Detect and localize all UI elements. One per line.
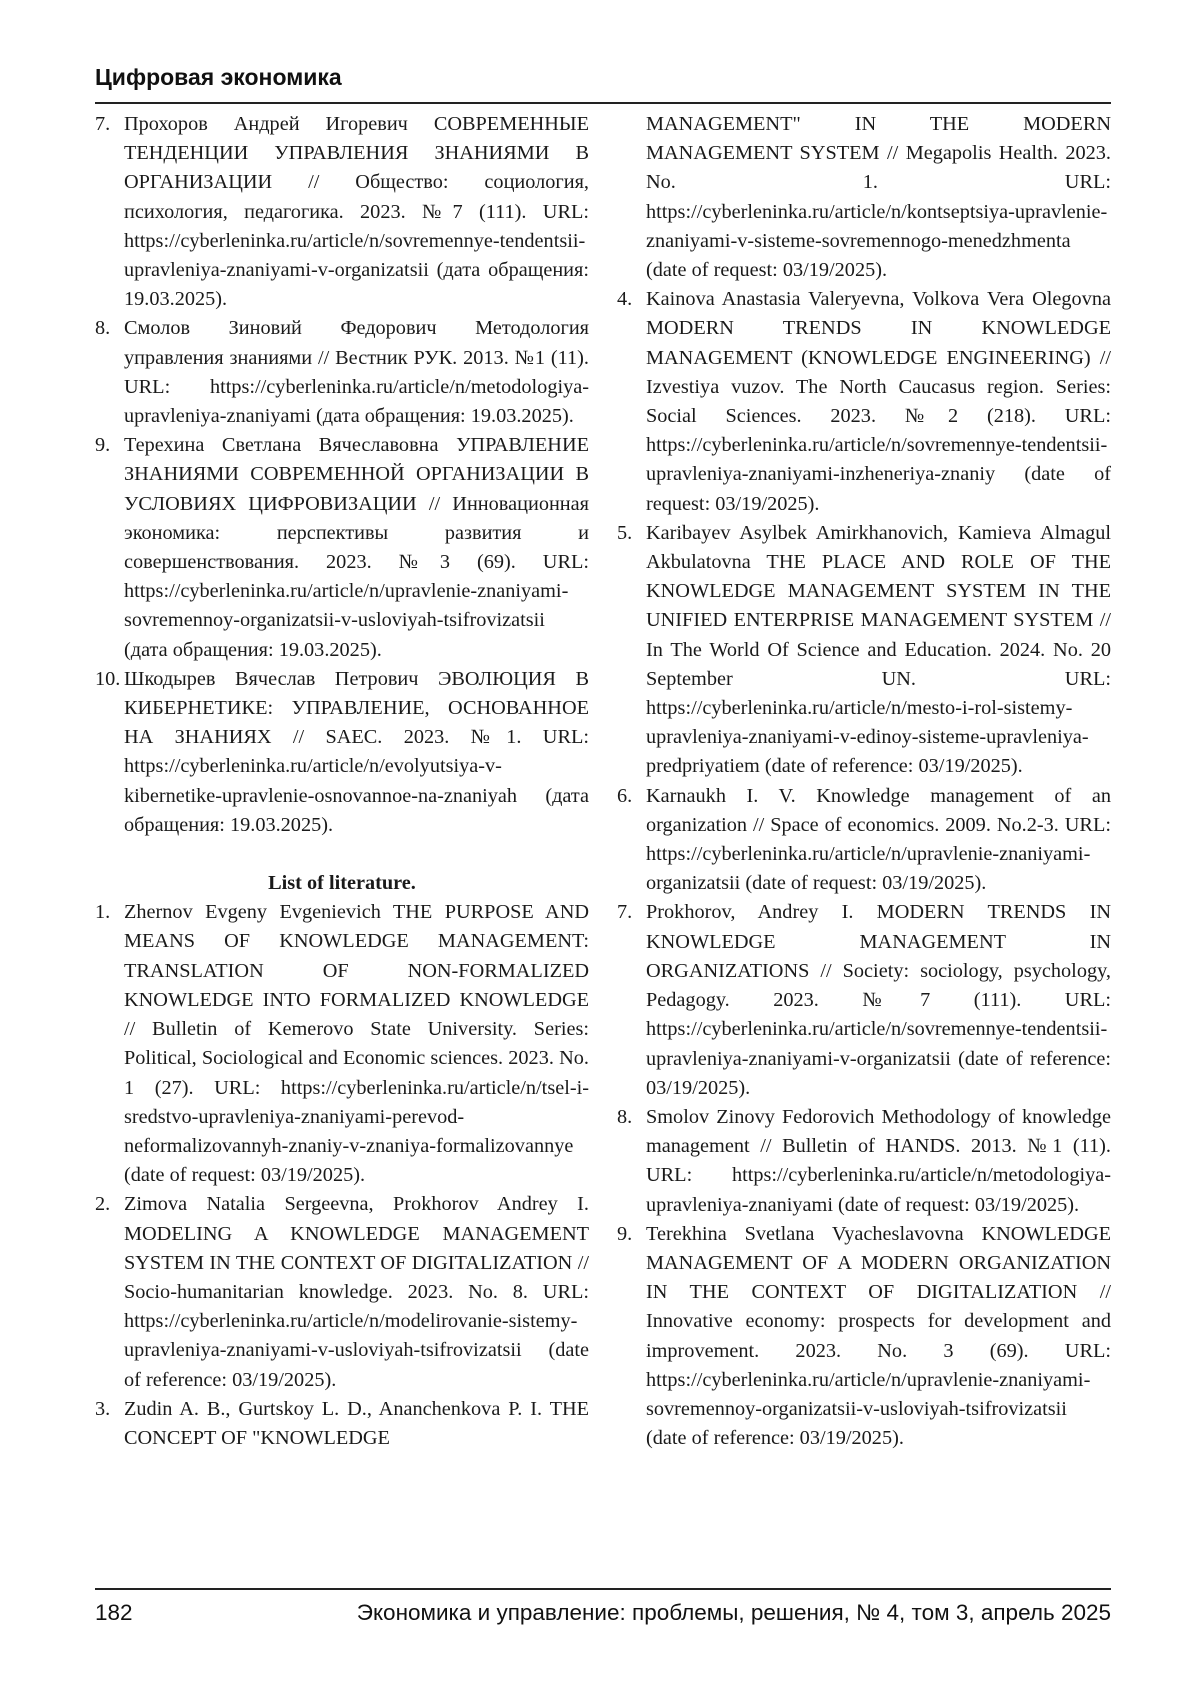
reference-text: Смолов Зиновий Федорович Методология управления знаниями // Вестник РУК. 2013. №1 (11). URL: https://cyberleninka.ru/article/n/metodologiya-upravleniya-znaniyami (дата обращения: 19.03.2025).: [124, 314, 589, 431]
reference-item: [617, 1220, 1111, 1454]
english-reference-list: [95, 898, 589, 1453]
right-column: [617, 110, 1111, 1453]
reference-number: 3.: [95, 1395, 110, 1424]
header-rule: [95, 102, 1111, 104]
russian-reference-list: [95, 110, 589, 840]
reference-number: 2.: [95, 1190, 110, 1219]
reference-item: [95, 1190, 589, 1394]
reference-text: Терехина Светлана Вячеславовна УПРАВЛЕНИЕ ЗНАНИЯМИ СОВРЕМЕННОЙ ОРГАНИЗАЦИИ В УСЛОВИЯХ ЦИФРОВИЗАЦИИ // Инновационная экономика: перспективы развития и совершенствования. 2023. №3 (69). URL: https://cyberleninka.ru/article/n/upravlenie-znaniyami-sovremennoy-organizatsii-v-usloviyah-tsifrovizatsii (дата обращения: 19.03.2025).: [124, 431, 589, 665]
reference-number: 1.: [95, 898, 110, 927]
reference-item: [95, 665, 589, 840]
journal-page: [0, 0, 1200, 1698]
footer-rule: [95, 1588, 1111, 1590]
reference-number: 10.: [95, 665, 120, 694]
reference-item: [617, 1103, 1111, 1220]
reference-item: [95, 1395, 589, 1453]
page-number: 182: [95, 1600, 133, 1626]
reference-item: [95, 431, 589, 665]
reference-number: 9.: [617, 1220, 632, 1249]
reference-text: Zimova Natalia Sergeevna, Prokhorov Andrey I. MODELING A KNOWLEDGE MANAGEMENT SYSTEM IN THE CONTEXT OF DIGITALIZATION // Socio-humanitarian knowledge. 2023. No. 8. URL: https://cyberleninka.ru/article/n/modelirovanie-sistemy-upravleniya-znaniyami-v-usloviyah-tsifrovizatsii (date of reference: 03/19/2025).: [124, 1190, 589, 1394]
reference-item: [617, 782, 1111, 899]
section-header: Цифровая экономика: [95, 64, 342, 91]
reference-text: Karnaukh I. V. Knowledge management of an organization // Space of economics. 2009. No.2-3. URL: https://cyberleninka.ru/article/n/upravlenie-znaniyami-organizatsii (date of request: 03/19/2025).: [646, 782, 1111, 899]
reference-text: Прохоров Андрей Игоревич СОВРЕМЕННЫЕ ТЕНДЕНЦИИ УПРАВЛЕНИЯ ЗНАНИЯМИ В ОРГАНИЗАЦИИ // Общество: социология, психология, педагогика. 2023. №7 (111). URL: https://cyberleninka.ru/article/n/sovremennye-tendentsii-upravleniya-znaniyami-v-organizatsii (дата обращения: 19.03.2025).: [124, 110, 589, 314]
reference-number: 9.: [95, 431, 110, 460]
left-column: [95, 110, 589, 1453]
reference-item: [95, 110, 589, 314]
reference-text: Шкодырев Вячеслав Петрович ЭВОЛЮЦИЯ В КИБЕРНЕТИКЕ: УПРАВЛЕНИЕ, ОСНОВАННОЕ НА ЗНАНИЯХ // SAEC. 2023. №1. URL: https://cyberleninka.ru/article/n/evolyutsiya-v-kibernetike-upravlenie-osnovannoe-na-znaniyah (дата обращения: 19.03.2025).: [124, 665, 589, 840]
reference-item: [95, 898, 589, 1190]
reference-number: 7.: [95, 110, 110, 139]
reference-text: Karibayev Asylbek Amirkhanovich, Kamieva Almagul Akbulatovna THE PLACE AND ROLE OF THE KNOWLEDGE MANAGEMENT SYSTEM IN THE UNIFIED ENTERPRISE MANAGEMENT SYSTEM // In The World Of Science and Education. 2024. No. 20 September UN. URL: https://cyberleninka.ru/article/n/mesto-i-rol-sistemy-upravleniya-znaniyami-v-edinoy-sisteme-upravleniya-predpriyatiem (date of reference: 03/19/2025).: [646, 519, 1111, 782]
reference-item: [617, 898, 1111, 1102]
reference-text: Terekhina Svetlana Vyacheslavovna KNOWLEDGE MANAGEMENT OF A MODERN ORGANIZATION IN THE CONTEXT OF DIGITALIZATION // Innovative economy: prospects for development and improvement. 2023. No. 3 (69). URL: https://cyberleninka.ru/article/n/upravlenie-znaniyami-sovremennoy-organizatsii-v-usloviyah-tsifrovizatsii (date of reference: 03/19/2025).: [646, 1220, 1111, 1454]
reference-number: 6.: [617, 782, 632, 811]
reference-number: 8.: [95, 314, 110, 343]
reference-item: [617, 519, 1111, 782]
reference-number: 8.: [617, 1103, 632, 1132]
reference-text: Zudin A. B., Gurtskoy L. D., Ananchenkova P. I. THE CONCEPT OF "KNOWLEDGE: [124, 1395, 589, 1453]
reference-continuation: MANAGEMENT" IN THE MODERN MANAGEMENT SYSTEM // Megapolis Health. 2023. No. 1. URL: https://cyberleninka.ru/article/n/kontseptsiya-upravlenie-znaniyami-v-sisteme-sovremennogo-menedzhmenta (date of request: 03/19/2025).: [617, 110, 1111, 285]
reference-number: 4.: [617, 285, 632, 314]
reference-item: [95, 314, 589, 431]
reference-number: 5.: [617, 519, 632, 548]
journal-citation: Экономика и управление: проблемы, решения, № 4, том 3, апрель 2025: [357, 1600, 1111, 1626]
reference-number: 7.: [617, 898, 632, 927]
reference-text: Smolov Zinovy Fedorovich Methodology of knowledge management // Bulletin of HANDS. 2013. №1 (11). URL: https://cyberleninka.ru/article/n/metodologiya-upravleniya-znaniyami (date of request: 03/19/2025).: [646, 1103, 1111, 1220]
reference-text: Zhernov Evgeny Evgenievich THE PURPOSE AND MEANS OF KNOWLEDGE MANAGEMENT: TRANSLATION OF NON-FORMALIZED KNOWLEDGE INTO FORMALIZED KNOWLEDGE // Bulletin of Kemerovo State University. Series: Political, Sociological and Economic sciences. 2023. No. 1 (27). URL: https://cyberleninka.ru/article/n/tsel-i-sredstvo-upravleniya-znaniyami-perevod-neformalizovannyh-znaniy-v-znaniya-formalizovannye (date of request: 03/19/2025).: [124, 898, 589, 1190]
list-of-literature-title: List of literature.: [95, 869, 589, 898]
reference-item: [617, 285, 1111, 519]
english-reference-list-continued: [617, 285, 1111, 1453]
reference-text: Kainova Anastasia Valeryevna, Volkova Vera Olegovna MODERN TRENDS IN KNOWLEDGE MANAGEMENT (KNOWLEDGE ENGINEERING) // Izvestiya vuzov. The North Caucasus region. Series: Social Sciences. 2023. №2 (218). URL: https://cyberleninka.ru/article/n/sovremennye-tendentsii-upravleniya-znaniyami-inzheneriya-znaniy (date of request: 03/19/2025).: [646, 285, 1111, 519]
reference-text: Prokhorov, Andrey I. MODERN TRENDS IN KNOWLEDGE MANAGEMENT IN ORGANIZATIONS // Society: sociology, psychology, Pedagogy. 2023. №7 (111). URL: https://cyberleninka.ru/article/n/sovremennye-tendentsii-upravleniya-znaniyami-v-organizatsii (date of reference: 03/19/2025).: [646, 898, 1111, 1102]
